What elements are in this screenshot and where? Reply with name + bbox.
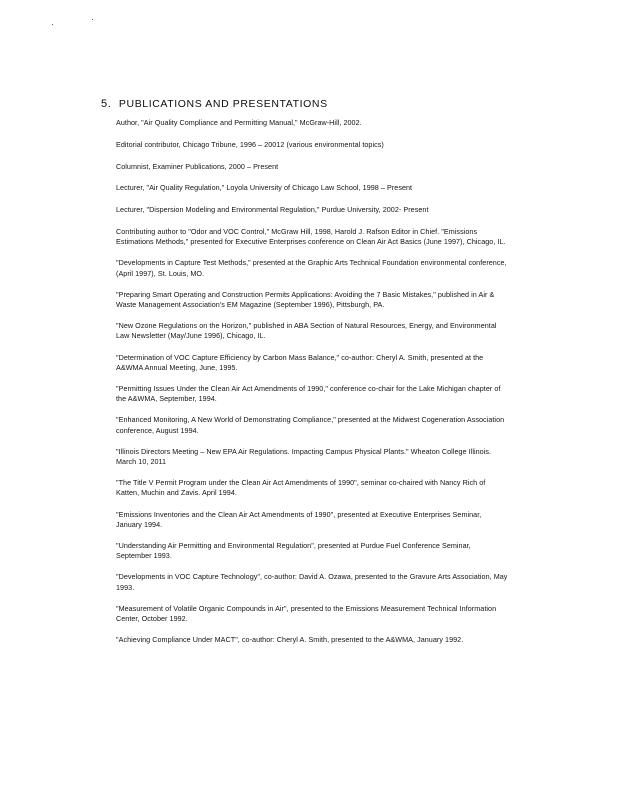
scan-speck: [92, 19, 93, 20]
publication-entry: "Permitting Issues Under the Clean Air Act Amendments of 1990," conference co-chair for the Lake Michigan chapter of the A&WMA, September, 1994.: [116, 384, 501, 404]
publications-list: [116, 118, 508, 656]
publication-entry: "Illinois Directors Meeting – New EPA Air Regulations. Impacting Campus Physical Plants." Wheaton College Illinois. March 10, 2011: [116, 446, 492, 467]
scan-speck: [52, 24, 53, 25]
publication-entry: Lecturer, "Air Quality Regulation," Loyola University of Chicago Law School, 1998 – Present: [116, 183, 413, 193]
section-title: PUBLICATIONS AND PRESENTATIONS: [118, 98, 328, 110]
publication-entry: Lecturer, "Dispersion Modeling and Environmental Regulation," Purdue University, 2002- Present: [116, 205, 429, 215]
publication-entry: "New Ozone Regulations on the Horizon," published in ABA Section of Natural Resources, Energy, and Environmental Law Newsletter (May/June 1996), Chicago, IL.: [116, 321, 497, 341]
section-number: 5.: [101, 98, 112, 110]
publication-entry: "Determination of VOC Capture Efficiency by Carbon Mass Balance," co-author: Cheryl A. Smith, presented at the A&WMA Annual Meeting, June, 1995.: [116, 352, 484, 372]
publication-entry: "The Title V Permit Program under the Clean Air Act Amendments of 1990", seminar co-chaired with Nancy Rich of Katten, Muchin and Zavis. April 1994.: [116, 478, 486, 498]
publication-entry: "Developments in VOC Capture Technology", co-author: David A. Ozawa, presented to the Gravure Arts Association, May 1993.: [116, 572, 508, 592]
publication-entry: "Preparing Smart Operating and Construction Permits Applications: Avoiding the 7 Basic Mistakes," published in Air & Waste Management Association's EM Magazine (September 1996), Pittsburgh, PA.: [116, 289, 495, 309]
publication-entry: "Enhanced Monitoring, A New World of Demonstrating Compliance," presented at the Midwest Cogeneration Association conference, August 1994.: [116, 415, 505, 435]
publication-entry: Columnist, Examiner Publications, 2000 – Present: [116, 161, 279, 171]
section-heading: [101, 98, 328, 110]
publication-entry: "Measurement of Volatile Organic Compounds in Air", presented to the Emissions Measurement Technical Information Center, October 1992.: [116, 603, 497, 624]
publication-entry: "Achieving Compliance Under MACT", co-author: Cheryl A. Smith, presented to the A&WMA, January 1992.: [116, 635, 464, 645]
publication-entry: "Emissions Inventories and the Clean Air Act Amendments of 1990", presented at Executive Enterprises Seminar, January 1994.: [116, 509, 482, 529]
publication-entry: "Understanding Air Permitting and Environmental Regulation", presented at Purdue Fuel Conference Seminar, September 1993.: [116, 541, 471, 561]
publication-entry: Editorial contributor, Chicago Tribune, 1996 – 20012 (various environmental topics): [116, 139, 384, 149]
publication-entry: Author, "Air Quality Compliance and Permitting Manual," McGraw-Hill, 2002.: [116, 118, 362, 127]
publication-entry: "Developments in Capture Test Methods," presented at the Graphic Arts Technical Foundation environmental conference, (April 1997), St. Louis, MO.: [116, 258, 507, 278]
publication-entry: Contributing author to "Odor and VOC Control," McGraw Hill, 1998, Harold J. Rafson Editor in Chief. "Emissions Estimations Methods," presented for Executive Enterprises conference on Clean Air Act Basics (June 1997), Chicago, IL.: [116, 226, 506, 247]
